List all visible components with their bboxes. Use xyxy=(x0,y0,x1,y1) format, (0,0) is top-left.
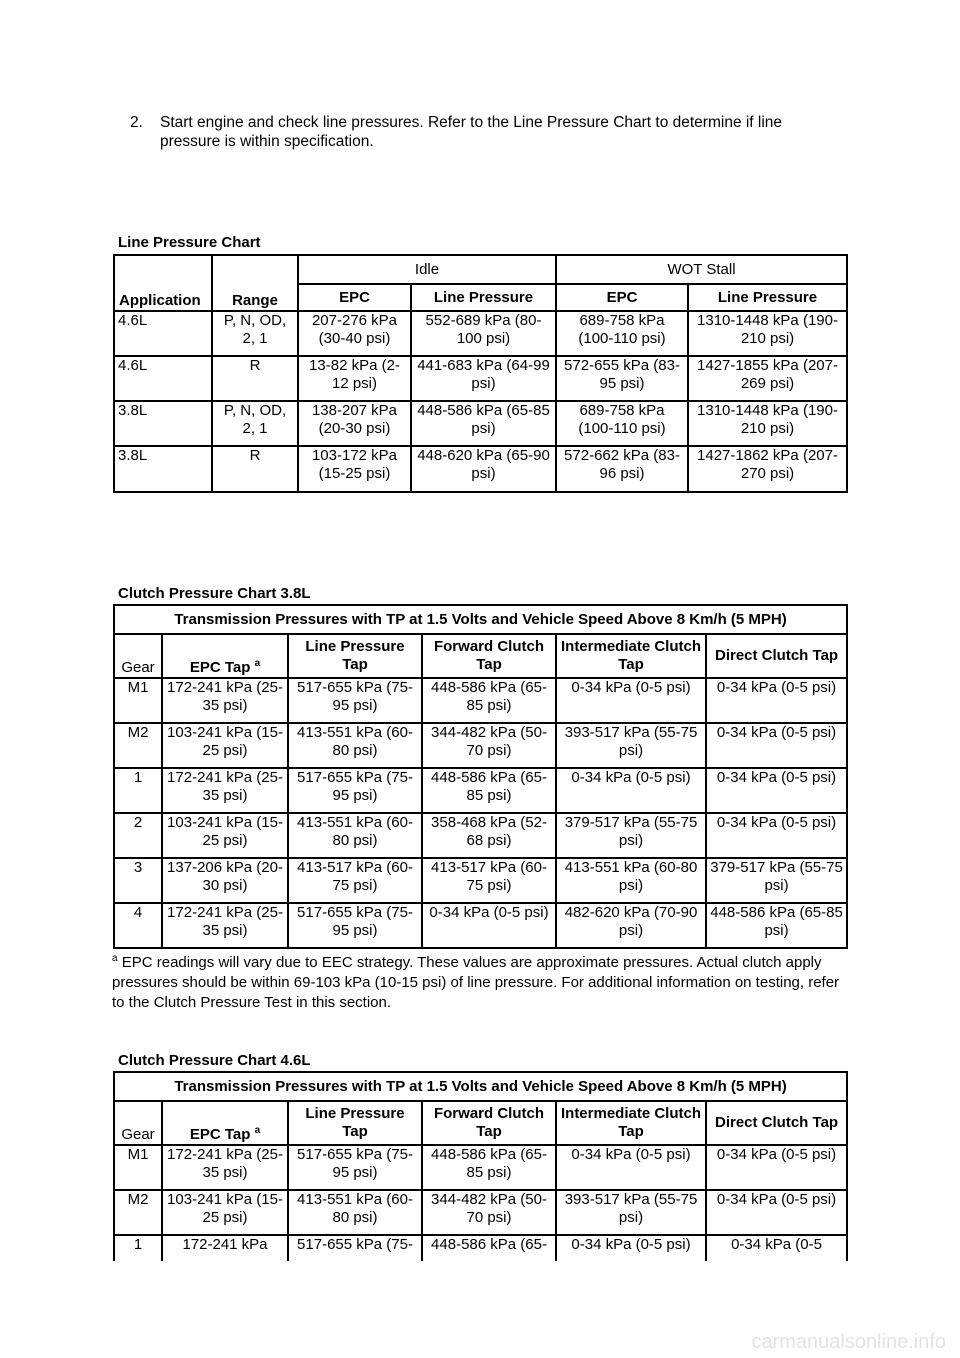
table-cell: 207-276 kPa (30-40 psi) xyxy=(298,311,411,356)
table-cell: 1427-1862 kPa (207-270 psi) xyxy=(688,446,847,492)
footnote-mark: a xyxy=(112,953,118,964)
table-cell: 482-620 kPa (70-90 psi) xyxy=(556,903,706,948)
table-cell: 172-241 kPa xyxy=(162,1235,288,1261)
direct-clutch-tap-header: Direct Clutch Tap xyxy=(706,1101,847,1145)
table-cell: 344-482 kPa (50-70 psi) xyxy=(422,723,556,768)
table-cell: 0-34 kPa (0-5 xyxy=(706,1235,847,1261)
epc-tap-label: EPC Tap xyxy=(189,1126,251,1143)
table-cell: 1310-1448 kPa (190-210 psi) xyxy=(688,311,847,356)
clutch-pressure-table-38 xyxy=(113,604,848,949)
table-row xyxy=(114,1235,847,1261)
table-cell: 0-34 kPa (0-5 psi) xyxy=(706,678,847,723)
footnote-text: EPC readings will vary due to EEC strategy. These values are approximate pressures. Actual clutch apply pressures should be within 69-103 kPa (10-15 psi) of line pressure. For additional information on testing, refer to the Clutch Pressure Test in this section. xyxy=(112,954,840,1011)
idle-epc-header: EPC xyxy=(298,284,411,311)
table-cell: 172-241 kPa (25-35 psi) xyxy=(162,903,288,948)
line-pressure-table xyxy=(113,254,848,493)
table-cell: 379-517 kPa (55-75 psi) xyxy=(556,813,706,858)
table-cell: 4.6L xyxy=(114,356,212,401)
step-text: Start engine and check line pressures. Refer to the Line Pressure Chart to determine if line pressure is within specification. xyxy=(160,114,783,150)
table-cell: 393-517 kPa (55-75 psi) xyxy=(556,1190,706,1235)
table-row xyxy=(114,903,847,948)
table-cell: 448-586 kPa (65-85 psi) xyxy=(422,1145,556,1190)
table-cell: M2 xyxy=(114,1190,162,1235)
table-cell: 3 xyxy=(114,858,162,903)
table-cell: 689-758 kPa (100-110 psi) xyxy=(556,401,688,446)
table-cell: M1 xyxy=(114,1145,162,1190)
table-row xyxy=(114,813,847,858)
forward-clutch-tap-header: Forward Clutch Tap xyxy=(422,1101,556,1145)
table-cell: 379-517 kPa (55-75 psi) xyxy=(706,858,847,903)
table-cell: 344-482 kPa (50-70 psi) xyxy=(422,1190,556,1235)
table-cell: 413-551 kPa (60-80 psi) xyxy=(288,723,422,768)
table-row xyxy=(114,446,847,492)
table-cell: 138-207 kPa (20-30 psi) xyxy=(298,401,411,446)
table-cell: R xyxy=(212,356,298,401)
table-cell: 441-683 kPa (64-99 psi) xyxy=(411,356,556,401)
idle-line-pressure-header: Line Pressure xyxy=(411,284,556,311)
table-cell: 3.8L xyxy=(114,446,212,492)
application-header-top xyxy=(114,255,212,284)
intermediate-clutch-tap-header: Intermediate Clutch Tap xyxy=(556,634,706,678)
table-cell: 103-241 kPa (15-25 psi) xyxy=(162,1190,288,1235)
table-cell: R xyxy=(212,446,298,492)
wot-line-pressure-header: Line Pressure xyxy=(688,284,847,311)
line-pressure-chart-caption: Line Pressure Chart xyxy=(118,234,261,251)
table-cell: 413-551 kPa (60-80 psi) xyxy=(288,813,422,858)
table-cell: 2 xyxy=(114,813,162,858)
table-cell: P, N, OD, 2, 1 xyxy=(212,311,298,356)
table-cell: 552-689 kPa (80-100 psi) xyxy=(411,311,556,356)
table-cell: 517-655 kPa (75-95 psi) xyxy=(288,903,422,948)
table-cell: 0-34 kPa (0-5 psi) xyxy=(706,1190,847,1235)
table-cell: M1 xyxy=(114,678,162,723)
footnote-mark: a xyxy=(254,658,261,669)
table-cell: 413-517 kPa (60-75 psi) xyxy=(288,858,422,903)
step-2 xyxy=(130,113,830,151)
wot-epc-header: EPC xyxy=(556,284,688,311)
range-header: Range xyxy=(212,284,298,311)
table-cell: 413-517 kPa (60-75 psi) xyxy=(422,858,556,903)
step-number: 2. xyxy=(130,114,143,131)
clutch-38-caption: Clutch Pressure Chart 3.8L xyxy=(118,585,311,602)
clutch-46-caption: Clutch Pressure Chart 4.6L xyxy=(118,1052,311,1069)
table-cell: 448-586 kPa (65-85 psi) xyxy=(422,768,556,813)
table-cell: 172-241 kPa (25-35 psi) xyxy=(162,1145,288,1190)
table-cell: 448-586 kPa (65-85 psi) xyxy=(706,903,847,948)
table-cell: 517-655 kPa (75-95 psi) xyxy=(288,1145,422,1190)
epc-tap-header xyxy=(162,634,288,678)
clutch-46-title: Transmission Pressures with TP at 1.5 Volts and Vehicle Speed Above 8 Km/h (5 MPH) xyxy=(114,1072,847,1101)
table-row xyxy=(114,356,847,401)
table-cell: 413-551 kPa (60-80 psi) xyxy=(556,858,706,903)
epc-tap-header xyxy=(162,1101,288,1145)
table-cell: 572-662 kPa (83-96 psi) xyxy=(556,446,688,492)
table-cell: P, N, OD, 2, 1 xyxy=(212,401,298,446)
gear-header: Gear xyxy=(114,634,162,678)
table-cell: 0-34 kPa (0-5 psi) xyxy=(706,768,847,813)
epc-tap-label: EPC Tap xyxy=(189,659,251,676)
table-cell: 517-655 kPa (75-95 psi) xyxy=(288,768,422,813)
range-header-top xyxy=(212,255,298,284)
table-cell: 448-586 kPa (65- xyxy=(422,1235,556,1261)
table-cell: 0-34 kPa (0-5 psi) xyxy=(556,678,706,723)
table-cell: 0-34 kPa (0-5 psi) xyxy=(706,1145,847,1190)
table-cell: 0-34 kPa (0-5 psi) xyxy=(556,768,706,813)
intermediate-clutch-tap-header: Intermediate Clutch Tap xyxy=(556,1101,706,1145)
footnote-mark: a xyxy=(254,1125,261,1136)
table-row xyxy=(114,1145,847,1190)
table-cell: 0-34 kPa (0-5 psi) xyxy=(706,813,847,858)
gear-header: Gear xyxy=(114,1101,162,1145)
wot-stall-group-header: WOT Stall xyxy=(556,255,847,284)
table-row xyxy=(114,1190,847,1235)
table-cell: 0-34 kPa (0-5 psi) xyxy=(422,903,556,948)
table-cell: 1 xyxy=(114,1235,162,1261)
watermark: carmanualsonline.info xyxy=(751,1331,946,1353)
table-cell: 572-655 kPa (83-95 psi) xyxy=(556,356,688,401)
table-cell: 103-172 kPa (15-25 psi) xyxy=(298,446,411,492)
table-row xyxy=(114,311,847,356)
table-cell: 1310-1448 kPa (190-210 psi) xyxy=(688,401,847,446)
clutch-38-title: Transmission Pressures with TP at 1.5 Volts and Vehicle Speed Above 8 Km/h (5 MPH) xyxy=(114,605,847,634)
table-cell: 1 xyxy=(114,768,162,813)
clutch-pressure-table-46 xyxy=(113,1071,848,1261)
table-cell: 0-34 kPa (0-5 psi) xyxy=(706,723,847,768)
table-cell: 393-517 kPa (55-75 psi) xyxy=(556,723,706,768)
table-cell: 172-241 kPa (25-35 psi) xyxy=(162,768,288,813)
table-cell: 689-758 kPa (100-110 psi) xyxy=(556,311,688,356)
line-pressure-tap-header: Line Pressure Tap xyxy=(288,634,422,678)
table-cell: 448-620 kPa (65-90 psi) xyxy=(411,446,556,492)
idle-group-header: Idle xyxy=(298,255,556,284)
table-row xyxy=(114,858,847,903)
table-cell: 4 xyxy=(114,903,162,948)
table-row xyxy=(114,768,847,813)
table-row xyxy=(114,401,847,446)
line-pressure-tap-header: Line Pressure Tap xyxy=(288,1101,422,1145)
table-row xyxy=(114,678,847,723)
table-cell: M2 xyxy=(114,723,162,768)
table-cell: 137-206 kPa (20-30 psi) xyxy=(162,858,288,903)
footnote xyxy=(112,953,852,1013)
table-cell: 13-82 kPa (2-12 psi) xyxy=(298,356,411,401)
table-cell: 517-655 kPa (75- xyxy=(288,1235,422,1261)
table-cell: 358-468 kPa (52-68 psi) xyxy=(422,813,556,858)
table-cell: 448-586 kPa (65-85 psi) xyxy=(422,678,556,723)
direct-clutch-tap-header: Direct Clutch Tap xyxy=(706,634,847,678)
table-cell: 172-241 kPa (25-35 psi) xyxy=(162,678,288,723)
table-cell: 448-586 kPa (65-85 psi) xyxy=(411,401,556,446)
table-cell: 103-241 kPa (15-25 psi) xyxy=(162,723,288,768)
table-cell: 0-34 kPa (0-5 psi) xyxy=(556,1235,706,1261)
table-cell: 103-241 kPa (15-25 psi) xyxy=(162,813,288,858)
table-cell: 0-34 kPa (0-5 psi) xyxy=(556,1145,706,1190)
table-cell: 413-551 kPa (60-80 psi) xyxy=(288,1190,422,1235)
table-cell: 1427-1855 kPa (207-269 psi) xyxy=(688,356,847,401)
application-header: Application xyxy=(114,284,212,311)
table-cell: 517-655 kPa (75-95 psi) xyxy=(288,678,422,723)
table-cell: 4.6L xyxy=(114,311,212,356)
table-cell: 3.8L xyxy=(114,401,212,446)
forward-clutch-tap-header: Forward Clutch Tap xyxy=(422,634,556,678)
table-row xyxy=(114,723,847,768)
